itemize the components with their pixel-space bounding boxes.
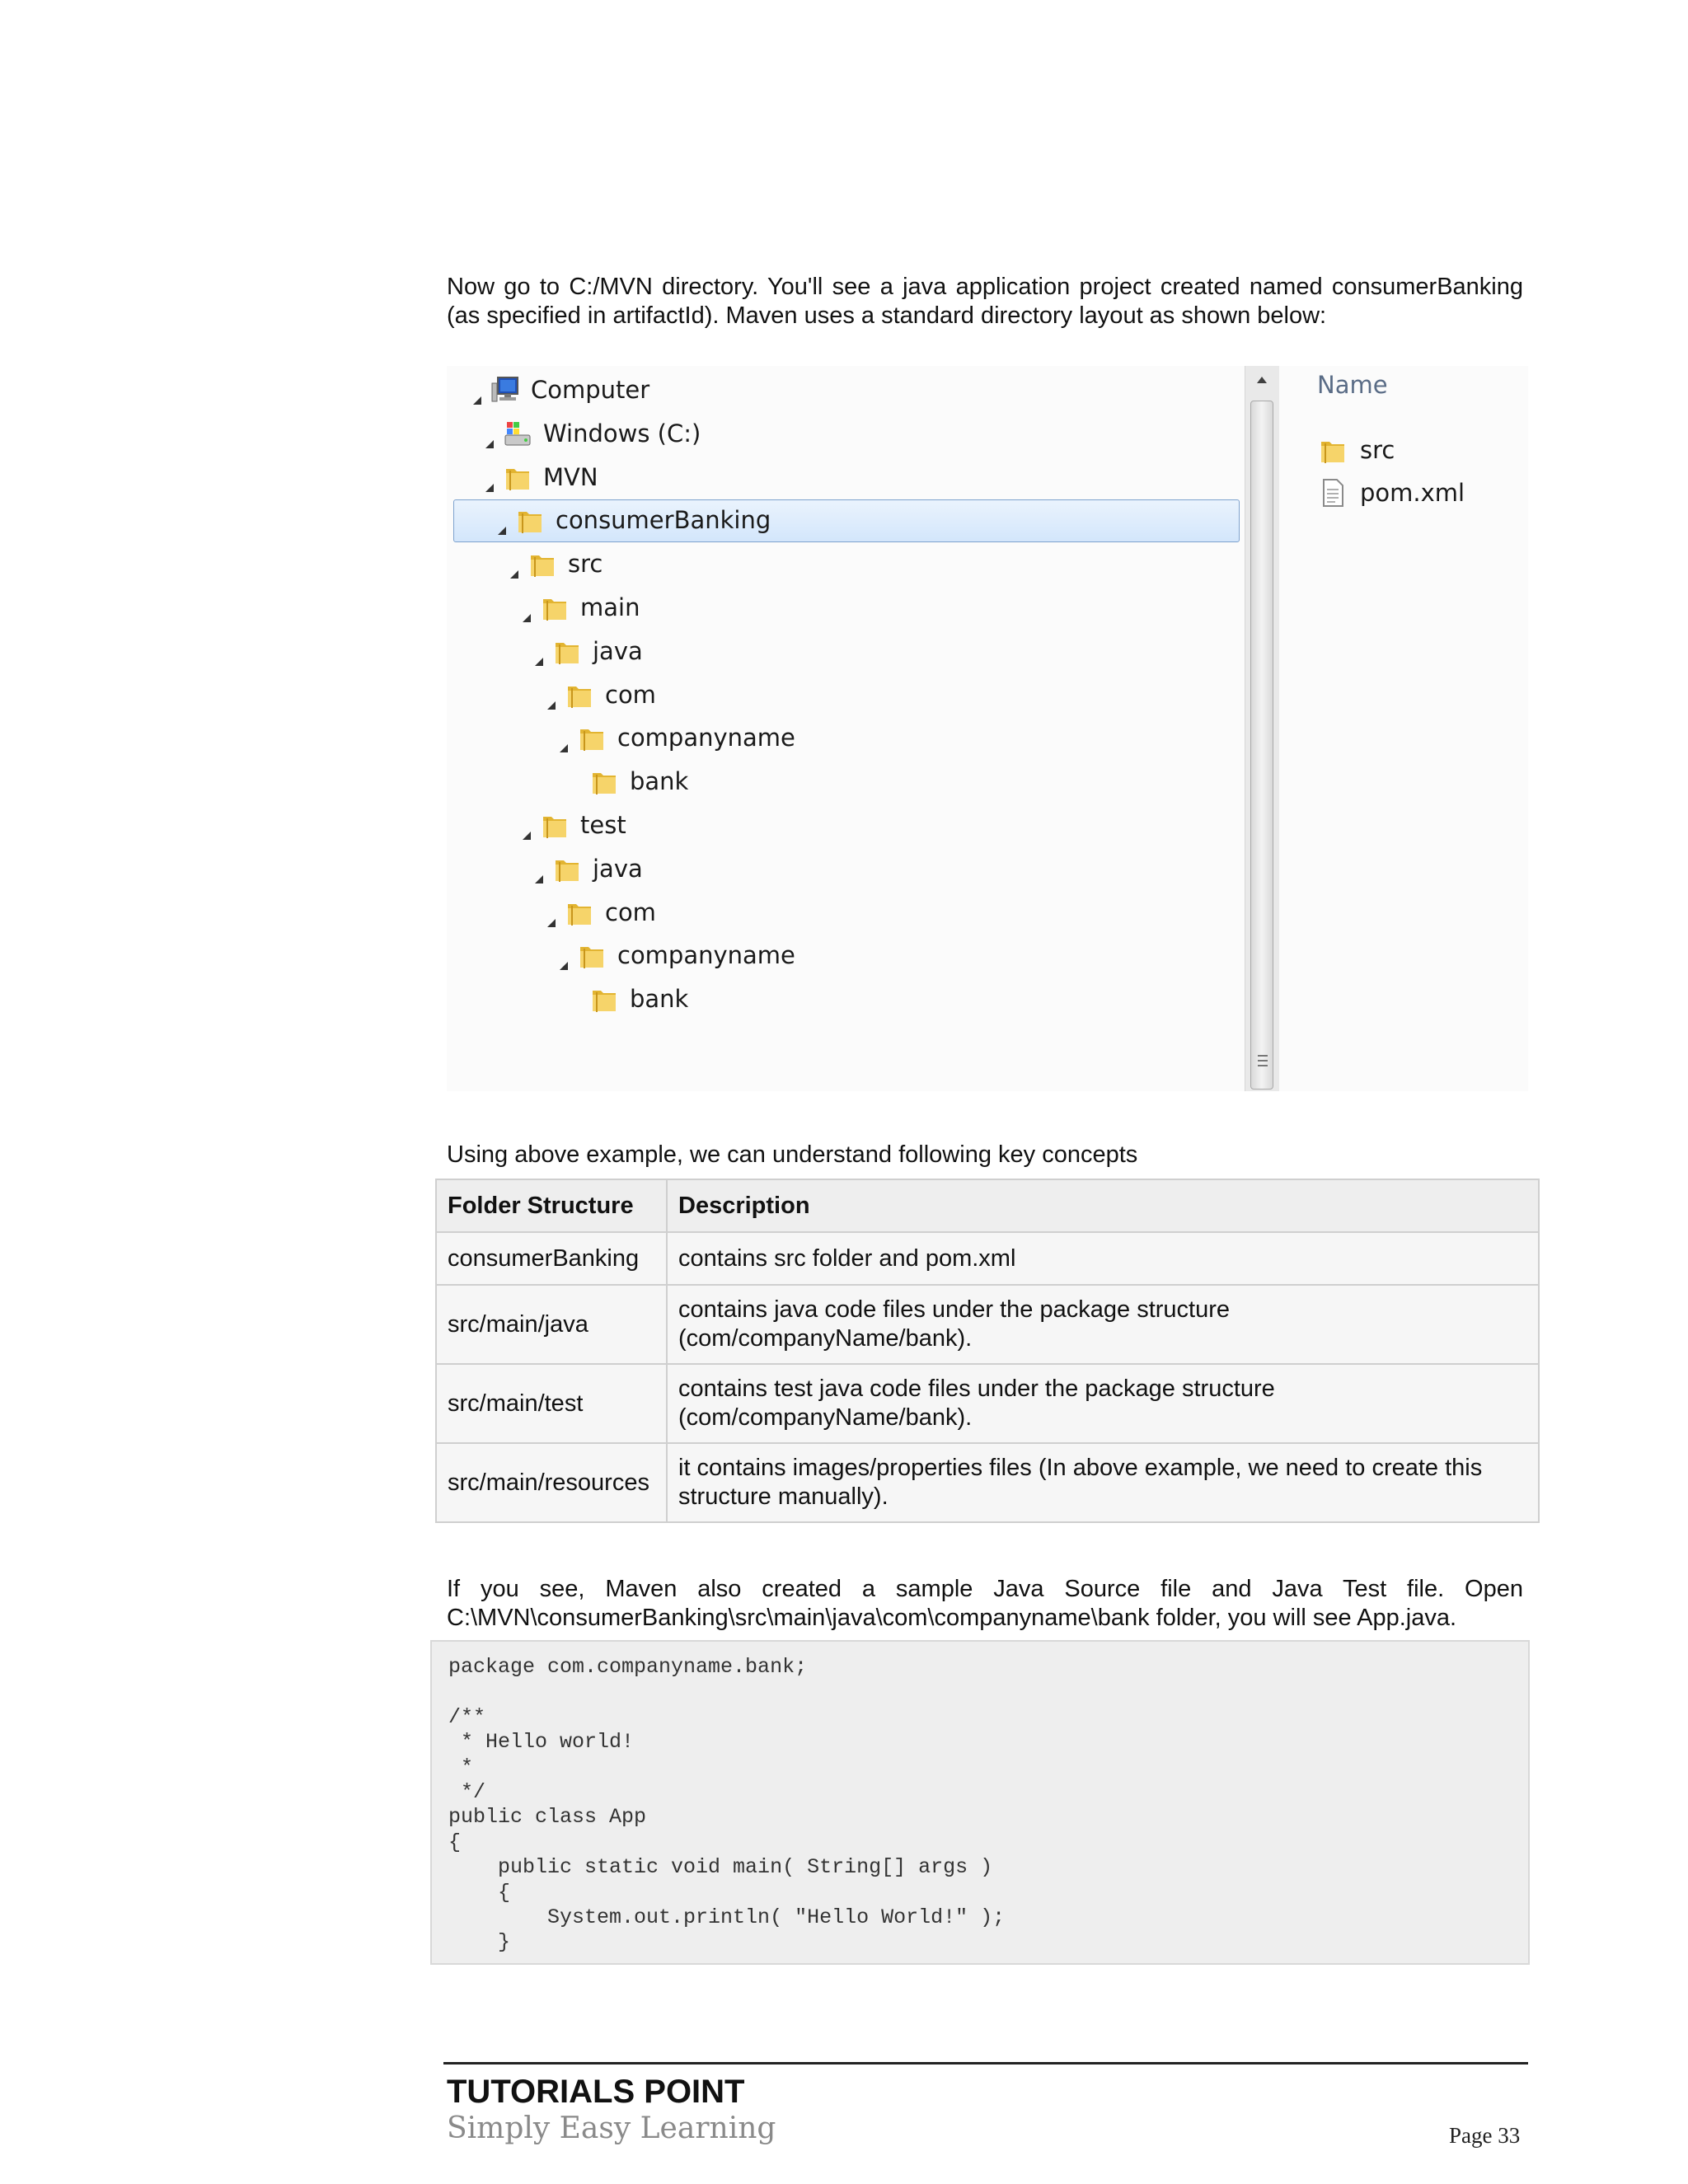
folder-icon [578, 940, 606, 970]
tree-node-label: com [605, 898, 656, 926]
folder-icon [553, 636, 581, 666]
expand-arrow-icon[interactable] [509, 558, 520, 569]
table-header-row [436, 1179, 1539, 1232]
tree-node-computer[interactable] [471, 369, 649, 410]
expand-arrow-icon[interactable] [521, 819, 532, 831]
scroll-up-arrow-icon[interactable] [1254, 373, 1270, 387]
tree-node-bank[interactable] [570, 761, 688, 802]
tree-node-label: com [605, 680, 656, 709]
tree-node-label: MVN [543, 462, 598, 491]
tree-node-consumerbanking[interactable] [496, 499, 771, 541]
tree-node-companyname[interactable] [558, 935, 795, 976]
computer-icon [491, 375, 519, 405]
file-item-label: src [1360, 436, 1395, 464]
code-listing: package com.companyname.bank; /** * Hello world! * */ public class App { public static void main( String[] args ) { System.out.println( "Hello World!" ); } [448, 1655, 1006, 1955]
tree-node-com[interactable] [546, 674, 656, 715]
folder-icon [541, 593, 569, 622]
explorer-screenshot [447, 366, 1528, 1091]
description-cell: contains java code files under the package structure (com/companyName/bank). [667, 1285, 1539, 1364]
folder-icon [516, 505, 544, 535]
vertical-scrollbar[interactable] [1245, 366, 1281, 1091]
folder-cell: consumerBanking [436, 1232, 667, 1285]
folder-tree [447, 366, 1245, 1091]
folder-icon [553, 854, 581, 883]
expand-arrow-icon[interactable] [471, 384, 483, 396]
description-cell: it contains images/properties files (In above example, we need to create this structure manually). [667, 1443, 1539, 1522]
code-block [430, 1640, 1530, 1965]
tree-node-test[interactable] [521, 804, 626, 846]
table-row [436, 1364, 1539, 1443]
file-item-pom-xml[interactable] [1319, 475, 1465, 511]
table-row [436, 1285, 1539, 1364]
folder-icon [590, 984, 618, 1014]
tree-node-label: bank [630, 767, 689, 796]
header-folder-structure: Folder Structure [436, 1179, 667, 1232]
folder-icon [528, 549, 556, 579]
tree-node-label: main [580, 593, 640, 621]
tree-node-java[interactable] [533, 848, 643, 889]
tree-node-label: Computer [531, 376, 650, 404]
tree-node-main[interactable] [521, 587, 640, 628]
footer-divider [443, 2062, 1528, 2064]
drive-icon [504, 419, 532, 448]
file-item-label: pom.xml [1360, 479, 1465, 507]
followup-paragraph: If you see, Maven also created a sample Java Source file and Java Test file. Open C:\MVN\consumerBanking\src\main\java\com\companyname\bank folder, you will see App.java. [447, 1576, 1523, 1631]
tree-node-mvn[interactable] [484, 457, 598, 498]
tree-node-label: test [580, 811, 626, 839]
footer-brand: TUTORIALS POINT [447, 2074, 745, 2110]
tree-node-bank[interactable] [570, 978, 688, 1019]
file-list-pane [1279, 366, 1528, 1091]
folder-icon [565, 898, 593, 927]
concepts-paragraph: Using above example, we can understand following key concepts [447, 1141, 1138, 1168]
folder-cell: src/main/java [436, 1285, 667, 1364]
tree-node-label: java [593, 854, 643, 883]
scroll-thumb[interactable] [1250, 401, 1273, 1090]
tree-node-label: companyname [617, 941, 795, 970]
file-item-src[interactable] [1319, 432, 1395, 468]
expand-arrow-icon[interactable] [558, 949, 570, 961]
tree-node-com[interactable] [546, 892, 656, 933]
tree-node-label: companyname [617, 724, 795, 752]
expand-arrow-icon[interactable] [546, 689, 557, 701]
page-number: Page 33 [1449, 2123, 1521, 2148]
tree-node-label: consumerBanking [556, 506, 771, 535]
table-row [436, 1232, 1539, 1285]
description-cell: contains test java code files under the package structure (com/companyName/bank). [667, 1364, 1539, 1443]
footer-tagline: Simply Easy Learning [447, 2111, 776, 2145]
folder-icon [590, 766, 618, 796]
expand-arrow-icon[interactable] [496, 514, 508, 526]
folder-icon [1319, 435, 1347, 465]
expand-arrow-icon[interactable] [521, 602, 532, 613]
scroll-grip-icon [1257, 1052, 1268, 1069]
tree-node-windows-c[interactable] [484, 413, 701, 454]
description-cell: contains src folder and pom.xml [667, 1232, 1539, 1285]
expand-arrow-icon[interactable] [546, 907, 557, 918]
tree-node-java[interactable] [533, 630, 643, 672]
folder-icon [541, 810, 569, 840]
expand-arrow-icon[interactable] [558, 732, 570, 743]
tree-node-label: java [593, 636, 643, 665]
folder-cell: src/main/test [436, 1364, 667, 1443]
tree-node-label: src [568, 550, 603, 579]
intro-paragraph: Now go to C:/MVN directory. You'll see a java application project created named consumerBanking (as specified in artifactId). Maven uses a standard directory layout as shown below: [447, 274, 1523, 329]
folder-cell: src/main/resources [436, 1443, 667, 1522]
tree-node-label: Windows (C:) [543, 419, 701, 448]
folder-icon [565, 680, 593, 710]
folder-structure-table [435, 1179, 1540, 1523]
expand-arrow-icon[interactable] [484, 471, 495, 483]
name-column-header[interactable]: Name [1317, 371, 1388, 399]
expand-arrow-icon[interactable] [533, 645, 545, 657]
expand-arrow-icon[interactable] [533, 863, 545, 874]
folder-icon [504, 462, 532, 492]
file-icon [1319, 478, 1347, 508]
tree-node-companyname[interactable] [558, 717, 795, 758]
table-row [436, 1443, 1539, 1522]
tree-node-src[interactable] [509, 543, 603, 584]
folder-icon [578, 723, 606, 752]
header-description: Description [667, 1179, 1539, 1232]
expand-arrow-icon[interactable] [484, 428, 495, 439]
tree-node-label: bank [630, 985, 689, 1014]
